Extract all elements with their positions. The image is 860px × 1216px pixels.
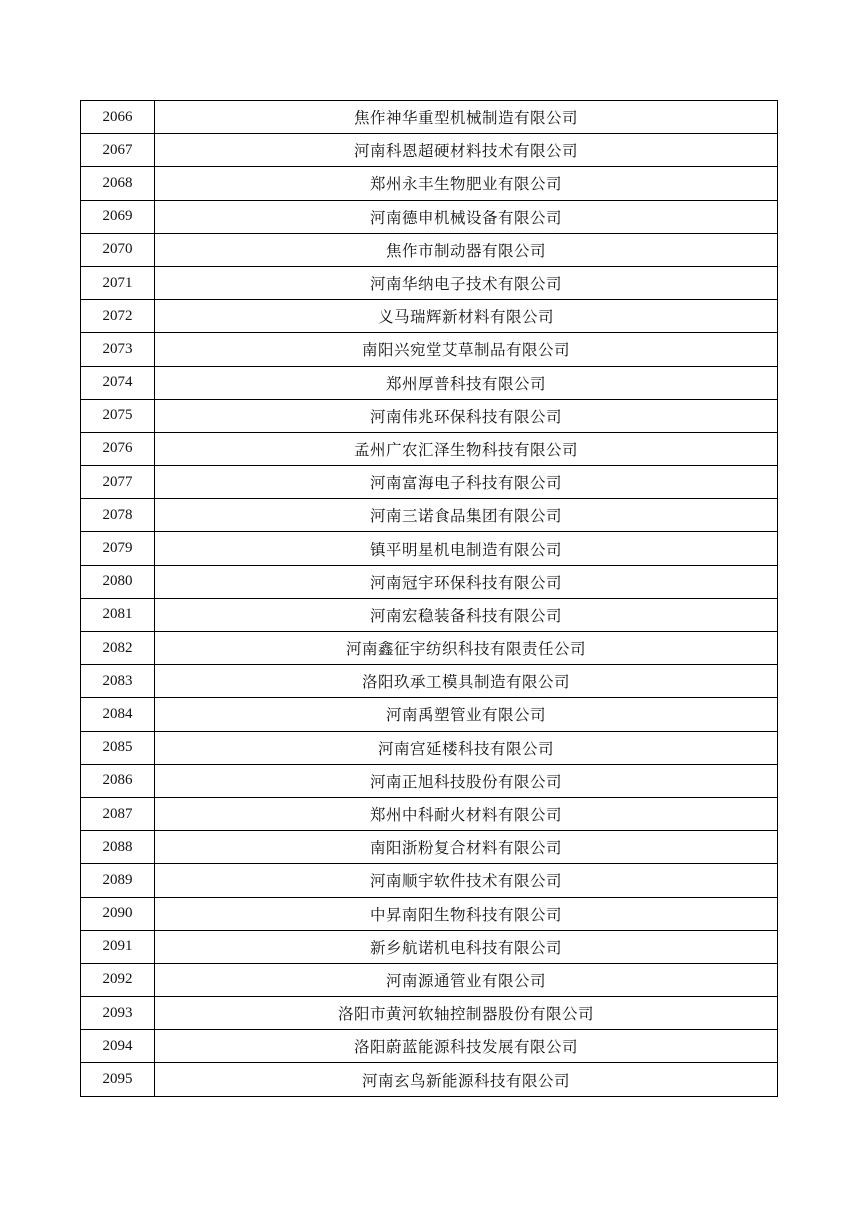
row-number-cell: 2066	[81, 101, 155, 134]
row-number-cell: 2068	[81, 167, 155, 200]
company-name-cell: 新乡航诺机电科技有限公司	[155, 930, 778, 963]
table-row	[81, 532, 778, 565]
company-name-cell: 河南禹塑管业有限公司	[155, 698, 778, 731]
row-number-cell: 2088	[81, 831, 155, 864]
table-row	[81, 665, 778, 698]
table-row	[81, 366, 778, 399]
table-row	[81, 1030, 778, 1063]
table-row	[81, 632, 778, 665]
table-row	[81, 731, 778, 764]
company-name-cell: 洛阳蔚蓝能源科技发展有限公司	[155, 1030, 778, 1063]
company-name-cell: 郑州中科耐火材料有限公司	[155, 797, 778, 830]
table-row	[81, 101, 778, 134]
company-name-cell: 洛阳玖承工模具制造有限公司	[155, 665, 778, 698]
row-number-cell: 2094	[81, 1030, 155, 1063]
row-number-cell: 2079	[81, 532, 155, 565]
company-name-cell: 河南顺宇软件技术有限公司	[155, 864, 778, 897]
row-number-cell: 2069	[81, 200, 155, 233]
row-number-cell: 2077	[81, 466, 155, 499]
table-row	[81, 134, 778, 167]
table-row	[81, 466, 778, 499]
row-number-cell: 2083	[81, 665, 155, 698]
row-number-cell: 2072	[81, 300, 155, 333]
company-name-cell: 南阳兴宛堂艾草制品有限公司	[155, 333, 778, 366]
company-name-cell: 河南宏稳装备科技有限公司	[155, 598, 778, 631]
table-row	[81, 1063, 778, 1096]
row-number-cell: 2087	[81, 797, 155, 830]
company-name-cell: 河南玄鸟新能源科技有限公司	[155, 1063, 778, 1096]
table-row	[81, 897, 778, 930]
row-number-cell: 2073	[81, 333, 155, 366]
company-list-table	[80, 100, 778, 1097]
table-body	[81, 101, 778, 1097]
table-row	[81, 200, 778, 233]
table-row	[81, 432, 778, 465]
company-name-cell: 洛阳市黄河软轴控制器股份有限公司	[155, 997, 778, 1030]
row-number-cell: 2076	[81, 432, 155, 465]
company-name-cell: 河南三诺食品集团有限公司	[155, 499, 778, 532]
company-name-cell: 河南冠宇环保科技有限公司	[155, 565, 778, 598]
company-name-cell: 孟州广农汇泽生物科技有限公司	[155, 432, 778, 465]
table-row	[81, 598, 778, 631]
company-name-cell: 焦作神华重型机械制造有限公司	[155, 101, 778, 134]
company-name-cell: 中昇南阳生物科技有限公司	[155, 897, 778, 930]
company-name-cell: 河南宫延楼科技有限公司	[155, 731, 778, 764]
row-number-cell: 2078	[81, 499, 155, 532]
row-number-cell: 2085	[81, 731, 155, 764]
table-row	[81, 997, 778, 1030]
row-number-cell: 2075	[81, 399, 155, 432]
row-number-cell: 2080	[81, 565, 155, 598]
table-row	[81, 266, 778, 299]
row-number-cell: 2081	[81, 598, 155, 631]
company-name-cell: 河南正旭科技股份有限公司	[155, 764, 778, 797]
company-name-cell: 焦作市制动器有限公司	[155, 233, 778, 266]
row-number-cell: 2090	[81, 897, 155, 930]
table-row	[81, 963, 778, 996]
company-name-cell: 河南德申机械设备有限公司	[155, 200, 778, 233]
table-row	[81, 333, 778, 366]
row-number-cell: 2091	[81, 930, 155, 963]
row-number-cell: 2086	[81, 764, 155, 797]
table-row	[81, 233, 778, 266]
row-number-cell: 2092	[81, 963, 155, 996]
row-number-cell: 2084	[81, 698, 155, 731]
company-name-cell: 义马瑞辉新材料有限公司	[155, 300, 778, 333]
table-row	[81, 300, 778, 333]
row-number-cell: 2095	[81, 1063, 155, 1096]
table-row	[81, 831, 778, 864]
table-row	[81, 399, 778, 432]
company-name-cell: 河南鑫征宇纺织科技有限责任公司	[155, 632, 778, 665]
row-number-cell: 2071	[81, 266, 155, 299]
row-number-cell: 2067	[81, 134, 155, 167]
table-row	[81, 864, 778, 897]
row-number-cell: 2070	[81, 233, 155, 266]
row-number-cell: 2093	[81, 997, 155, 1030]
company-name-cell: 河南科恩超硬材料技术有限公司	[155, 134, 778, 167]
row-number-cell: 2074	[81, 366, 155, 399]
table-row	[81, 167, 778, 200]
table-row	[81, 499, 778, 532]
company-name-cell: 郑州永丰生物肥业有限公司	[155, 167, 778, 200]
row-number-cell: 2082	[81, 632, 155, 665]
table-row	[81, 797, 778, 830]
row-number-cell: 2089	[81, 864, 155, 897]
company-name-cell: 郑州厚普科技有限公司	[155, 366, 778, 399]
table-row	[81, 764, 778, 797]
table-row	[81, 930, 778, 963]
company-name-cell: 镇平明星机电制造有限公司	[155, 532, 778, 565]
company-name-cell: 河南伟兆环保科技有限公司	[155, 399, 778, 432]
company-name-cell: 河南源通管业有限公司	[155, 963, 778, 996]
company-name-cell: 河南华纳电子技术有限公司	[155, 266, 778, 299]
table-row	[81, 565, 778, 598]
company-name-cell: 河南富海电子科技有限公司	[155, 466, 778, 499]
company-name-cell: 南阳浙粉复合材料有限公司	[155, 831, 778, 864]
table-row	[81, 698, 778, 731]
